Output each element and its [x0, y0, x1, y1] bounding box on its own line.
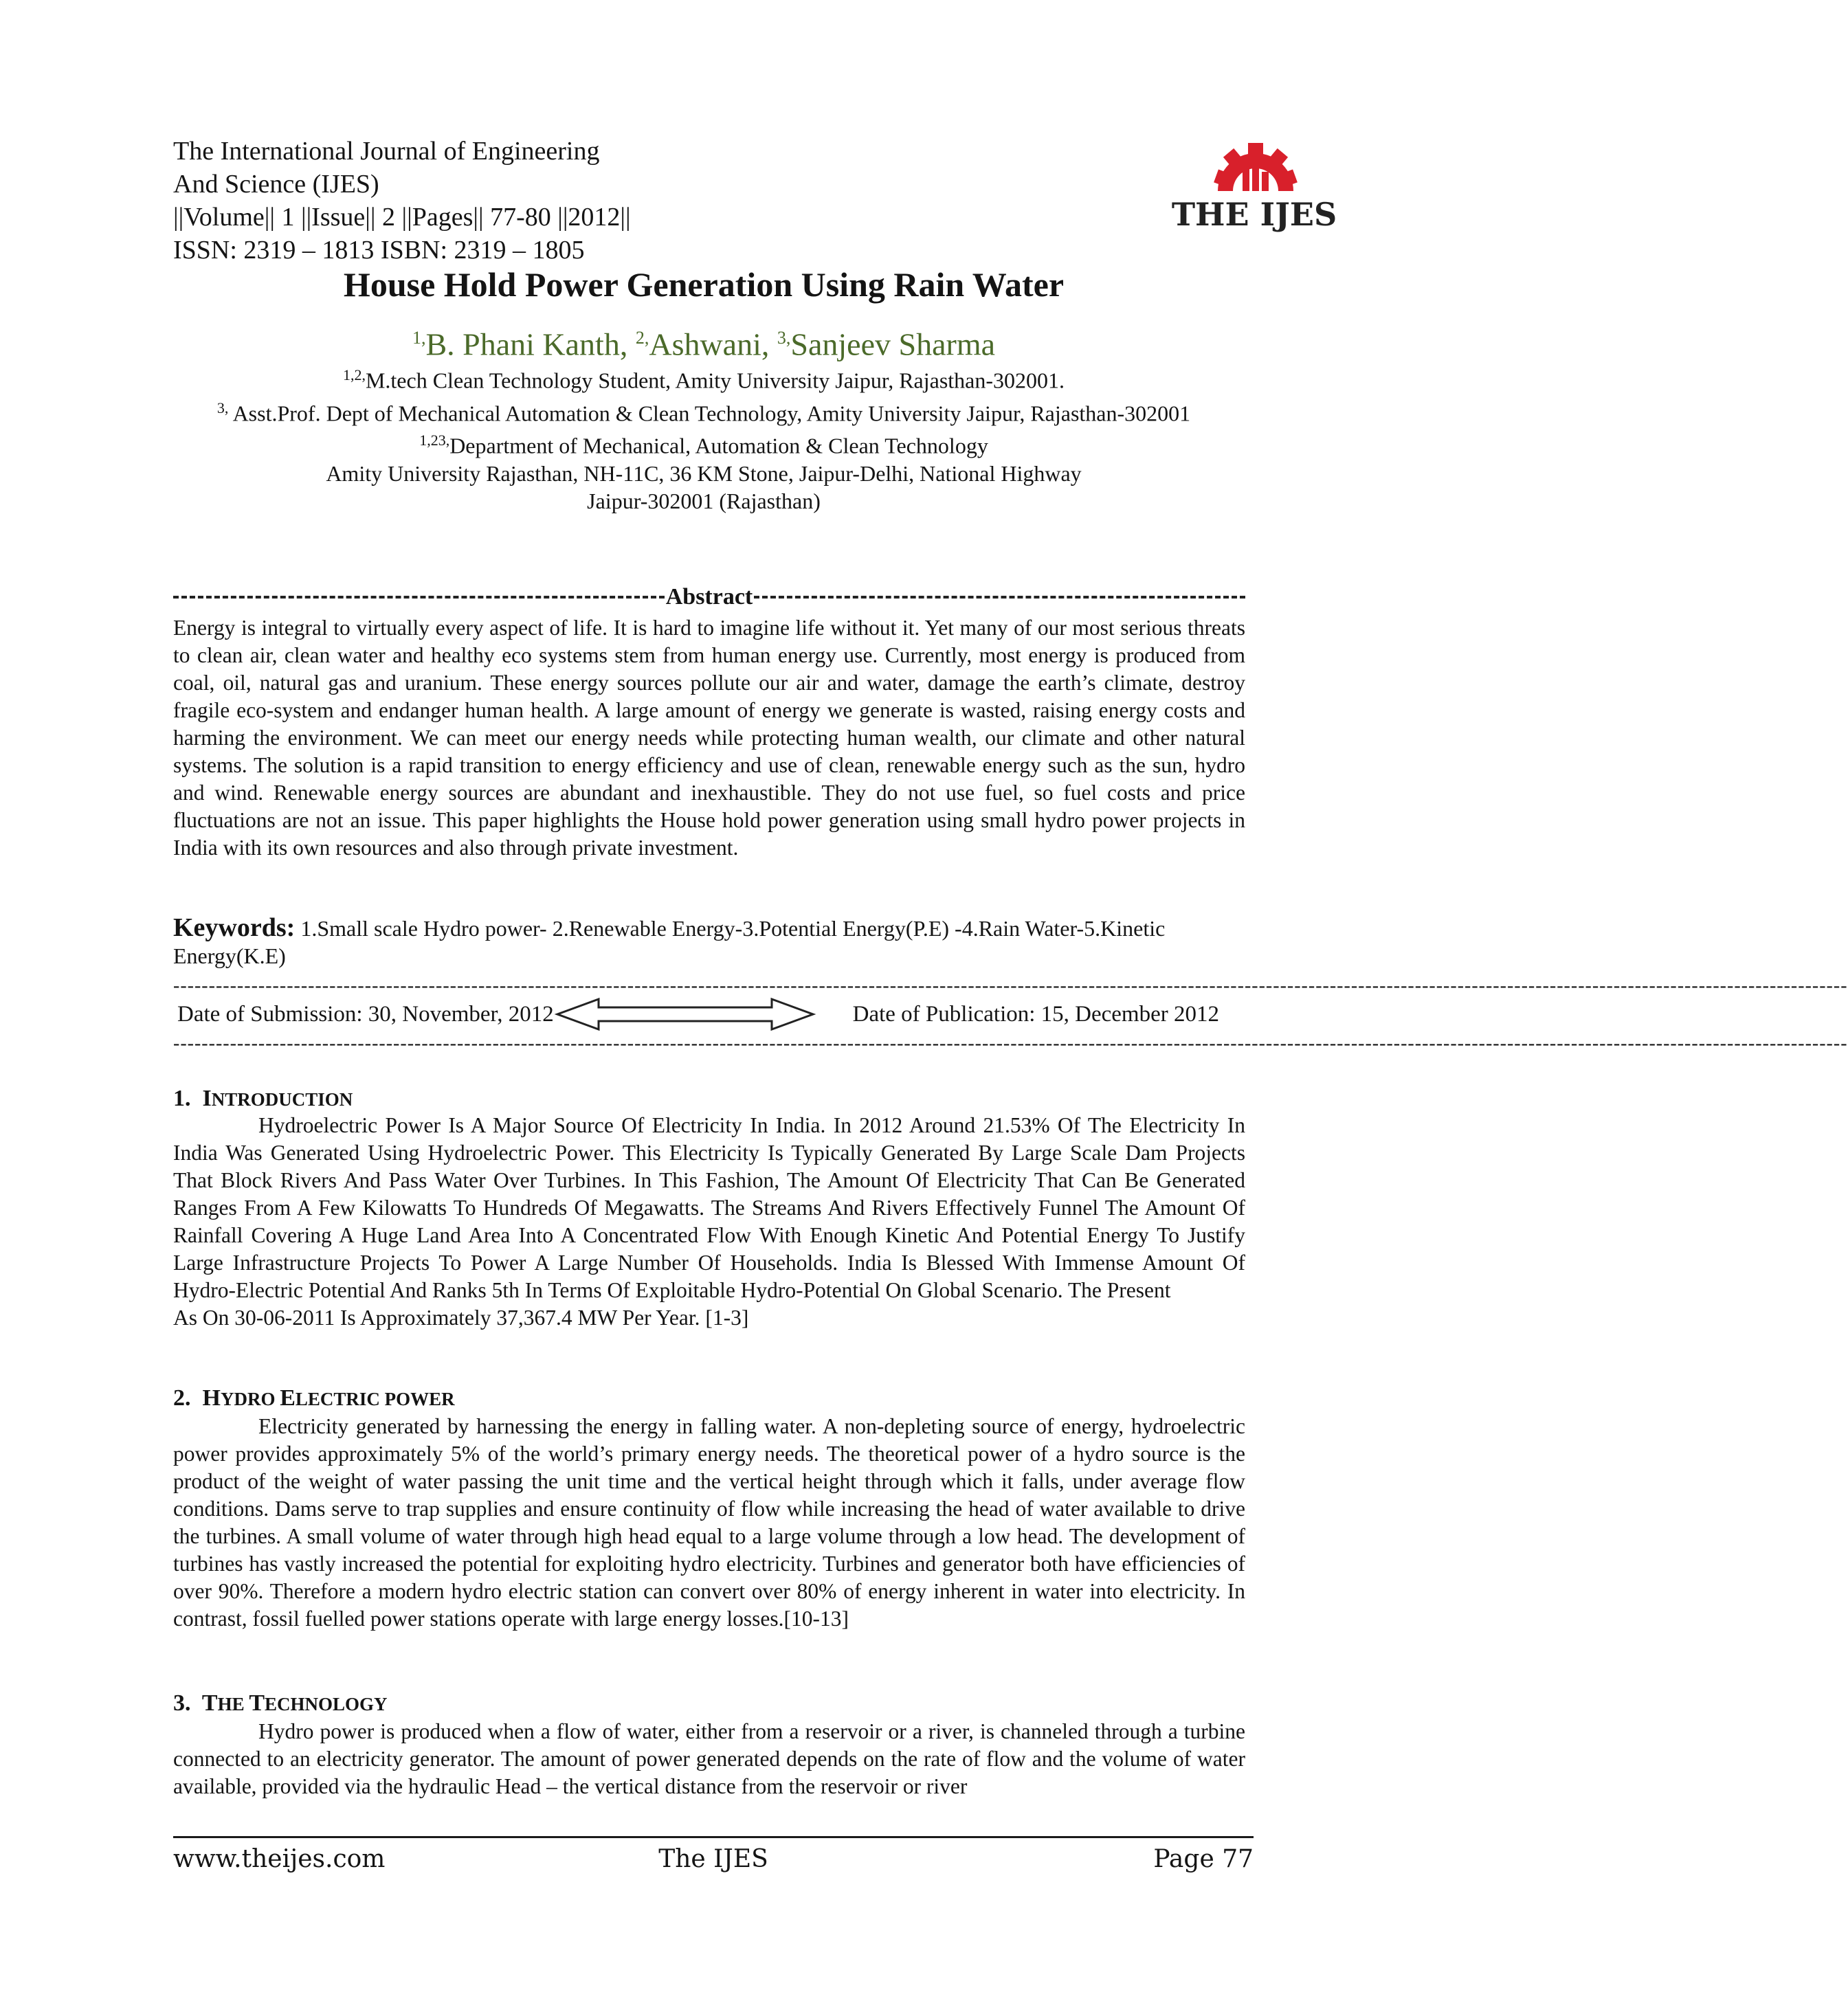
author2-name: Ashwani,: [649, 326, 770, 362]
dates-rule-top: --------------------------------------------------------------------------------------------------------------------------------------------------------------------------------------------------------------------------------------------: [173, 975, 1848, 996]
ijes-logo: [1168, 122, 1340, 233]
footer-rule: [173, 1836, 1254, 1838]
section-1-heading: [173, 1084, 353, 1114]
section-1-title-rest: NTRODUCTION: [211, 1089, 353, 1110]
affiliation1-text: M.tech Clean Technology Student, Amity University Jaipur, Rajasthan-302001.: [365, 368, 1065, 393]
affiliation3-text: Department of Mechanical, Automation & Clean Technology: [449, 433, 988, 458]
dates-rule-bottom: --------------------------------------------------------------------------------------------------------------------------------------------------------------------------------------------------------------------------------------------: [173, 1033, 1848, 1054]
section-2-paragraph: Electricity generated by harnessing the energy in falling water. A non-depleting source of energy, hydroelectric power provides approximately 5% of the world’s primary energy needs. The theoretical power of a hydro source is the product of the weight of water passing the unit time and the vertical height through which it falls, under average flow conditions. Dams serve to trap supplies and ensure continuity of flow while increasing the head of water available to drive the turbines. A small volume of water through high head equal to a large volume through a low head. The development of turbines has vastly increased the potential for exploiting hydro electricity. Turbines and generator both have efficiencies of over 90%. Therefore a modern hydro electric station can convert over 80% of energy inherent in water into electricity. In contrast, fossil fuelled power stations operate with large energy losses.[10-13]: [173, 1414, 1245, 1631]
abstract-text: Energy is integral to virtually every aspect of life. It is hard to imagine life without it. Yet many of our most serious threats to clean air, clean water and healthy eco systems stem from human energy use. Currently, most energy is produced from coal, oil, natural gas and uranium. These energy sources pollute our air and water, damage the earth’s climate, destroy fragile eco-system and endanger human health. A large amount of energy we generate is wasted, raising energy costs and harming the environment. We can meet our energy needs while protecting human wealth, our climate and other natural systems. The solution is a rapid transition to energy efficiency and use of clean, renewable energy such as the sun, hydro and wind. Renewable energy sources are abundant and inexhaustible. They do not use fuel, so fuel costs and price fluctuations are not an issue. This paper highlights the House hold power generation using small hydro power projects in India with its own resources and also through private investment.: [173, 616, 1245, 860]
dates-row: [173, 995, 1245, 1033]
section-1-paragraph-tail: As On 30-06-2011 Is Approximately 37,367.4 MW Per Year. [1-3]: [173, 1306, 749, 1330]
section-2-body: [173, 1413, 1245, 1633]
submission-date: Date of Submission: 30, November, 2012: [177, 1002, 554, 1027]
page-footer: [173, 1842, 1254, 1877]
author2-superscript: 2,: [635, 328, 649, 348]
abstract-body: [173, 614, 1245, 862]
author3-superscript: 3,: [777, 328, 791, 348]
affiliation-line3: [0, 427, 1407, 460]
section-1-number: 1.: [173, 1086, 191, 1111]
section-1-title-cap: I: [202, 1086, 212, 1111]
paper-title: House Hold Power Generation Using Rain Water: [343, 265, 1065, 304]
keywords-text: 1.Small scale Hydro power- 2.Renewable Energy-3.Potential Energy(P.E) -4.Rain Water-5.Kinetic Energy(K.E): [173, 916, 1166, 968]
journal-name-line2: And Science (IJES): [173, 170, 379, 199]
keywords-label: Keywords:: [173, 913, 296, 942]
double-arrow-icon: [555, 996, 816, 1032]
section-3-number: 3.: [173, 1690, 191, 1716]
keywords: [173, 914, 1245, 970]
footer-journal-name: The IJES: [658, 1845, 768, 1873]
section-3-heading: [173, 1689, 388, 1719]
section-3-body: [173, 1718, 1245, 1800]
journal-header: [173, 135, 631, 267]
section-1-paragraph: Hydroelectric Power Is A Major Source Of Electricity In India. In 2012 Around 21.53% Of The Electricity In India Was Generated Using Hydroelectric Power. This Electricity Is Typically Generated By Large Scale Dam Projects That Block Rivers And Pass Water Over Turbines. In This Fashion, The Amount Of Electricity That Can Be Generated Ranges From A Few Kilowatts To Hundreds Of Megawatts. The Streams And Rivers Effectively Funnel The Amount Of Rainfall Covering A Huge Land Area Into A Concentrated Flow With Enough Kinetic And Potential Energy To Justify Large Infrastructure Projects To Power A Large Number Of Households. India Is Blessed With Immense Amount Of Hydro-Electric Potential And Ranks 5th In Terms Of Exploitable Hydro-Potential On Global Scenario. The Present: [173, 1113, 1245, 1302]
section-3-title-cap2: T: [249, 1690, 265, 1716]
footer-website-link[interactable]: www.theijes.com: [173, 1845, 386, 1873]
affiliation-line2: [0, 394, 1407, 427]
section-2-title-rest2: LECTRIC POWER: [295, 1389, 455, 1409]
affiliation-line4: Amity University Rajasthan, NH-11C, 36 KM Stone, Jaipur-Delhi, National Highway: [326, 460, 1082, 486]
footer-page-number: Page 77: [1153, 1845, 1254, 1873]
abstract-rule-left: [173, 596, 665, 599]
author3-name: Sanjeev Sharma: [790, 326, 996, 362]
author1-superscript: 1,: [412, 328, 426, 348]
author1-name: B. Phani Kanth,: [425, 326, 628, 362]
affiliations: [0, 361, 1407, 515]
affiliation-line1: [0, 361, 1407, 394]
section-2-heading: [173, 1384, 455, 1413]
section-3-paragraph: Hydro power is produced when a flow of water, either from a reservoir or a river, is channeled through a turbine connected to an electricity generator. The amount of power generated depends on the rate of flow and the volume of water available, provided via the hydraulic Head – the vertical distance from the reservoir or river: [173, 1719, 1245, 1798]
author-list: [0, 319, 1407, 364]
section-2-number: 2.: [173, 1385, 191, 1411]
affiliation-line5: Jaipur-302001 (Rajasthan): [587, 488, 821, 513]
section-3-title-rest2: ECHNOLOGY: [265, 1694, 388, 1714]
journal-volume-info: ||Volume|| 1 ||Issue|| 2 ||Pages|| 77-80 ||2012||: [173, 203, 631, 232]
affiliation2-superscript: 3,: [216, 399, 229, 416]
affiliation3-superscript: 1,23,: [419, 432, 450, 449]
abstract-rule-right: [754, 596, 1245, 599]
affiliation1-superscript: 1,2,: [342, 366, 366, 383]
logo-text: THE IJES: [1171, 196, 1337, 233]
section-1-body: [173, 1112, 1245, 1332]
section-2-title-cap1: H: [202, 1385, 221, 1411]
section-2-title-rest1: YDRO: [220, 1389, 280, 1409]
publication-date: Date of Publication: 15, December 2012: [852, 1002, 1219, 1027]
abstract-heading-row: [173, 583, 1245, 612]
affiliation2-text: Asst.Prof. Dept of Mechanical Automation & Clean Technology, Amity University Jaipur, Rajasthan-302001: [228, 401, 1191, 426]
gear-logo-icon: [1168, 122, 1340, 233]
section-3-title-rest1: HE: [217, 1694, 249, 1714]
section-3-title-cap1: T: [201, 1690, 218, 1716]
journal-name-line1: The International Journal of Engineering: [173, 137, 600, 166]
journal-issn: ISSN: 2319 – 1813 ISBN: 2319 – 1805: [173, 236, 585, 265]
abstract-heading: Abstract: [665, 584, 753, 610]
section-2-title-cap2: E: [280, 1385, 296, 1411]
